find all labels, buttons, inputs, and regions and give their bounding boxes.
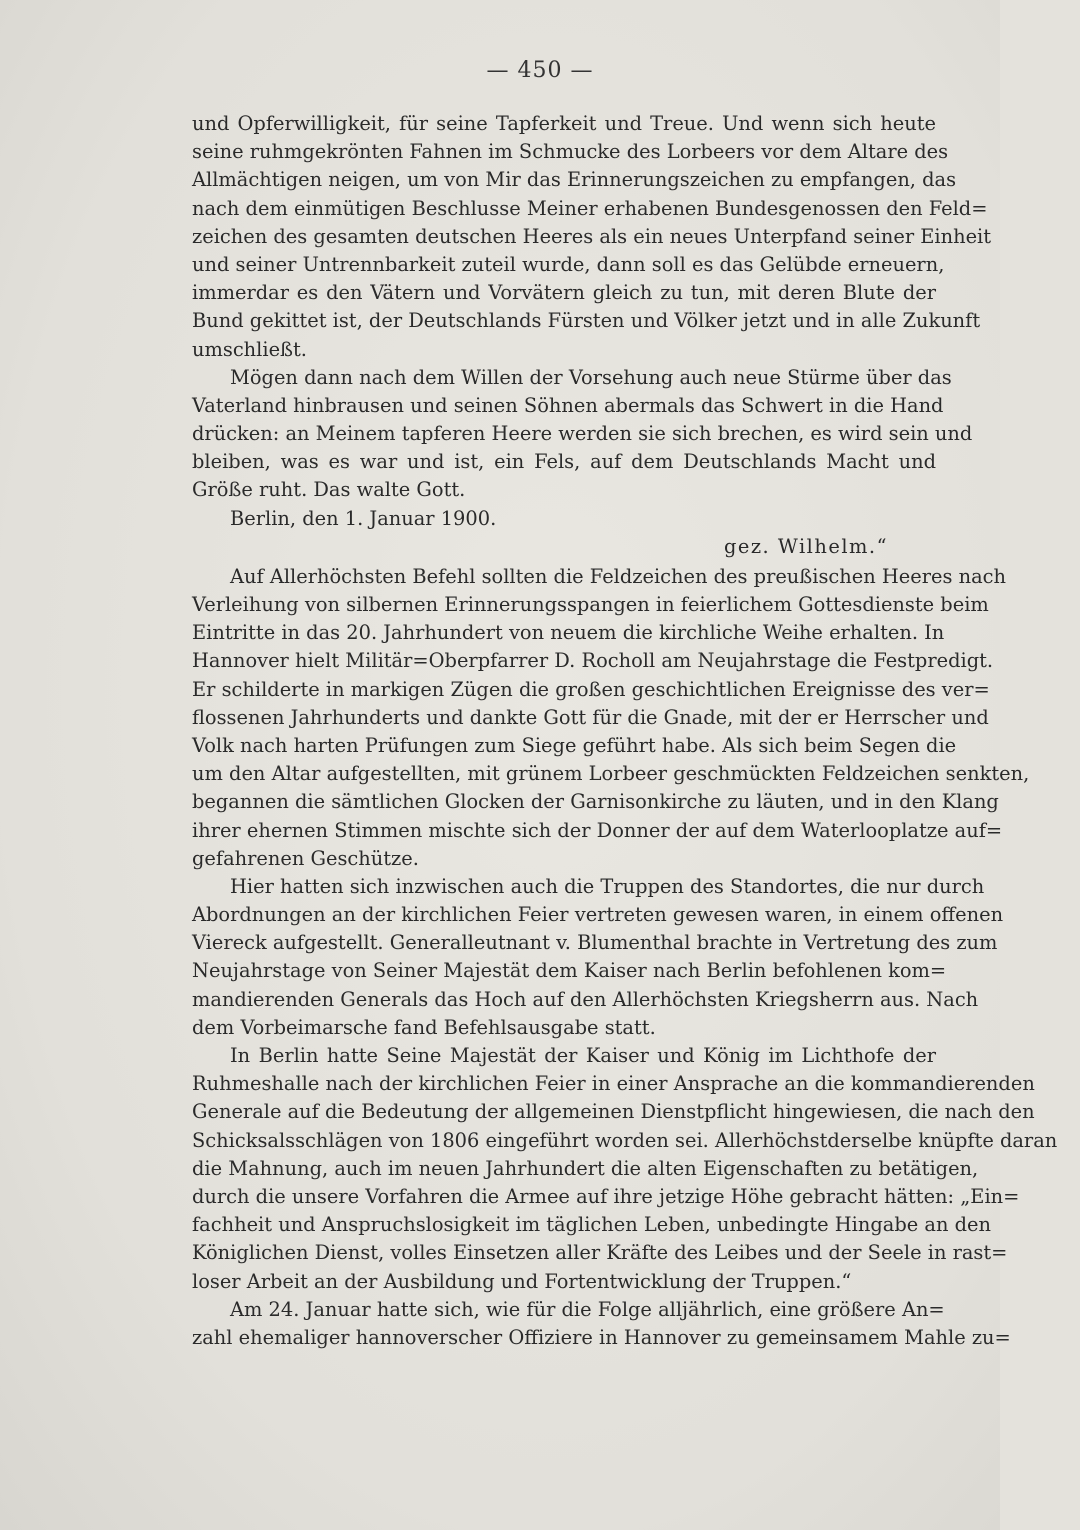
text-line: zeichen des gesamten deutschen Heeres als ein neues Unterpfand seiner Einheit <box>192 224 992 248</box>
text-line: und Opferwilligkeit, für seine Tapferkeit und Treue. Und wenn sich heute <box>192 112 936 135</box>
text-line: Vaterland hinbrausen und seinen Söhnen abermals das Schwert in die Hand <box>192 393 944 417</box>
text-line: mandierenden Generals das Hoch auf den Allerhöchsten Kriegsherrn aus. Nach <box>192 987 979 1011</box>
text-line: gefahrenen Geschütze. <box>192 846 419 870</box>
signature: gez. Wilhelm.“ <box>723 534 888 558</box>
text-line: Verleihung von silbernen Erinnerungsspangen in feierlichem Gottesdienste beim <box>192 593 989 616</box>
date-line: Berlin, den 1. Januar 1900. <box>230 506 497 530</box>
text-line: Schicksalsschlägen von 1806 eingeführt worden sei. Allerhöchstderselbe knüpfte daran <box>192 1128 1058 1152</box>
text-line: Am 24. Januar hatte sich, wie für die Folge alljährlich, eine größere An= <box>230 1297 945 1321</box>
text-line: Bund gekittet ist, der Deutschlands Fürsten und Völker jetzt und in alle Zukunft <box>192 309 981 333</box>
text-line: ihrer ehernen Stimmen mischte sich der Donner der auf dem Waterlooplatze auf= <box>192 818 1003 842</box>
text-line: Neujahrstage von Seiner Majestät dem Kaiser nach Berlin befohlenen kom= <box>192 959 947 983</box>
text-line: Generale auf die Bedeutung der allgemeinen Dienstpflicht hingewiesen, die nach den <box>192 1100 1035 1124</box>
text-line: nach dem einmütigen Beschlusse Meiner erhabenen Bundesgenossen den Feld= <box>192 196 988 220</box>
page-number: — 450 — <box>486 58 594 83</box>
text-line: bleiben, was es war und ist, ein Fels, auf dem Deutschlands Macht und <box>192 450 936 474</box>
text-line: flossenen Jahrhunderts und dankte Gott für die Gnade, mit der er Herrscher und <box>192 705 989 729</box>
text-line: Volk nach harten Prüfungen zum Siege geführt habe. Als sich beim Segen die <box>192 733 957 757</box>
text-line: loser Arbeit an der Ausbildung und Fortentwicklung der Truppen.“ <box>192 1269 852 1293</box>
text-line: um den Altar aufgestellten, mit grünem Lorbeer geschmückten Feldzeichen senkten, <box>192 762 1030 786</box>
text-line: Viereck aufgestellt. Generalleutnant v. Blumenthal brachte in Vertretung des zum <box>192 931 998 955</box>
text-line: dem Vorbeimarsche fand Befehlsausgabe statt. <box>192 1015 656 1039</box>
text-line: fachheit und Anspruchslosigkeit im täglichen Leben, unbedingte Hingabe an den <box>192 1213 991 1237</box>
text-line: Hannover hielt Militär=Oberpfarrer D. Rocholl am Neujahrstage die Festpredigt. <box>192 649 994 673</box>
text-line: und seiner Untrennbarkeit zuteil wurde, dann soll es das Gelübde erneuern, <box>192 252 945 276</box>
text-line: Mögen dann nach dem Willen der Vorsehung auch neue Stürme über das <box>230 365 952 389</box>
text-line: umschließt. <box>192 337 307 361</box>
text-line: Eintritte in das 20. Jahrhundert von neuem die kirchliche Weihe erhalten. In <box>192 621 945 645</box>
text-line: zahl ehemaliger hannoverscher Offiziere in Hannover zu gemeinsamem Mahle zu= <box>192 1325 1011 1349</box>
text-line: Allmächtigen neigen, um von Mir das Erinnerungszeichen zu empfangen, das <box>192 168 957 192</box>
text-line: Er schilderte in markigen Zügen die großen geschichtlichen Ereignisse des ver= <box>192 677 990 701</box>
text-line: Königlichen Dienst, volles Einsetzen aller Kräfte des Leibes und der Seele in rast= <box>192 1241 1008 1265</box>
text-line: In Berlin hatte Seine Majestät der Kaiser und König im Lichthofe der <box>230 1044 936 1067</box>
text-line: immerdar es den Vätern und Vorvätern gleich zu tun, mit deren Blute der <box>192 281 936 305</box>
text-line: drücken: an Meinem tapferen Heere werden sie sich brechen, es wird sein und <box>192 422 973 446</box>
text-line: begannen die sämtlichen Glocken der Garnisonkirche zu läuten, und in den Klang <box>192 790 999 814</box>
text-line: Ruhmeshalle nach der kirchlichen Feier in einer Ansprache an die kommandierenden <box>192 1072 1035 1096</box>
text-line: durch die unsere Vorfahren die Armee auf ihre jetzige Höhe gebracht hätten: „Ein= <box>192 1184 1020 1208</box>
text-line: Auf Allerhöchsten Befehl sollten die Feldzeichen des preußischen Heeres nach <box>230 564 1006 588</box>
text-line: Hier hatten sich inzwischen auch die Truppen des Standortes, die nur durch <box>230 874 985 898</box>
text-line: seine ruhmgekrönten Fahnen im Schmucke des Lorbeers vor dem Altare des <box>192 140 949 164</box>
body-text <box>192 110 1058 1352</box>
text-line: Abordnungen an der kirchlichen Feier vertreten gewesen waren, in einem offenen <box>192 903 1004 927</box>
text-line: Größe ruht. Das walte Gott. <box>192 478 466 502</box>
text-line: die Mahnung, auch im neuen Jahrhundert die alten Eigenschaften zu betätigen, <box>192 1156 979 1180</box>
